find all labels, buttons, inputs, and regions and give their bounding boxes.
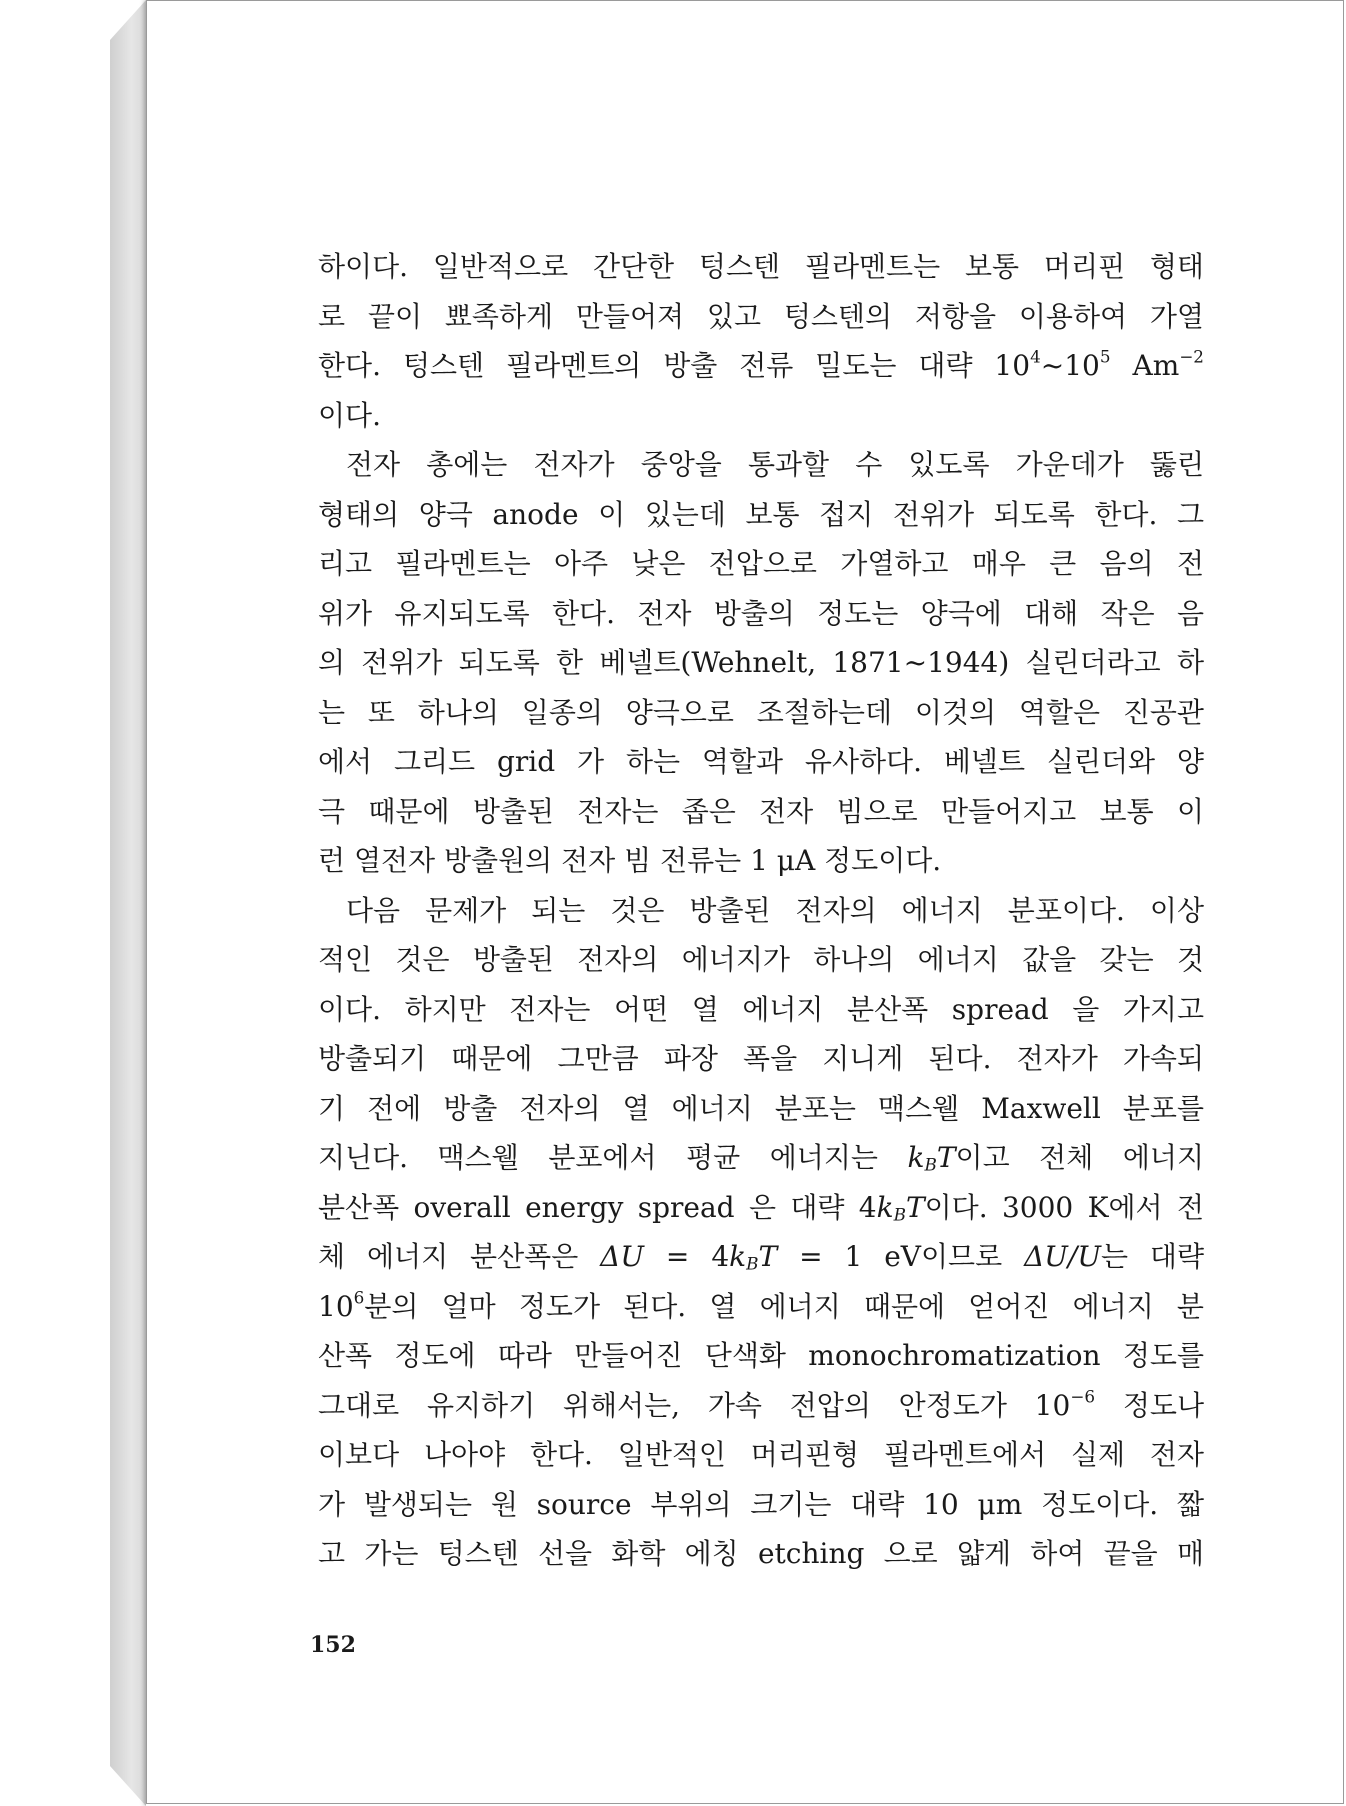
text-line: 에서 그리드 grid 가 하는 역할과 유사하다. 베넬트 실린더와 양 [318,745,1204,778]
text-line: 형태의 양극 anode 이 있는데 보통 접지 전위가 되도록 한다. 그 [318,497,1204,531]
text-line: 전자 총에는 전자가 중앙을 통과할 수 있도록 가운데가 뚫린 [346,448,1204,481]
text-line: 방출되기 때문에 그만큼 파장 폭을 지니게 된다. 전자가 가속되 [318,1042,1204,1075]
text-line: 가 발생되는 원 source 부위의 크기는 대략 10 μm 정도이다. 짧 [318,1487,1204,1521]
text-line: 기 전에 방출 전자의 열 에너지 분포는 맥스웰 Maxwell 분포를 [318,1091,1204,1125]
text-line: 지닌다. 맥스웰 분포에서 평균 에너지는 $k_BT$이고 전체 에너지 [318,1141,1204,1175]
text-line: 런 열전자 방출원의 전자 빔 전류는 1 μA 정도이다. [318,844,942,877]
text-line: 이보다 나아야 한다. 일반적인 머리핀형 필라멘트에서 실제 전자 [318,1438,1204,1471]
text-line: 위가 유지되도록 한다. 전자 방출의 정도는 양극에 대해 작은 음 [318,596,1204,630]
text-line: 이다. [318,398,381,432]
text-line: 하이다. 일반적으로 간단한 텅스텐 필라멘트는 보통 머리핀 형태 [318,250,1204,283]
text-line: 분산폭 overall energy spread 은 대략 $4k_BT$이다. 3000 K에서 전 [318,1190,1204,1224]
page-number: 152 [310,1632,356,1658]
text-line: 한다. 텅스텐 필라멘트의 방출 전류 밀도는 대략 $10^4\sim 10^5$ $Am^{-2}$ [318,346,1204,382]
book-spine [110,0,146,1806]
text-line: 극 때문에 방출된 전자는 좁은 전자 빔으로 만들어지고 보통 이 [318,794,1204,828]
text-line: 고 가는 텅스텐 선을 화학 에칭 etching 으로 얇게 하여 끝을 매 [318,1537,1204,1570]
text-line: 산폭 정도에 따라 만들어진 단색화 monochromatization 정도를 [318,1339,1204,1372]
text-line: 그대로 유지하기 위해서는, 가속 전압의 안정도가 $10^{-6}$ 정도나 [318,1385,1204,1422]
text-line: 다음 문제가 되는 것은 방출된 전자의 에너지 분포이다. 이상 [346,893,1204,927]
text-line: 체 에너지 분산폭은 $\Delta U = 4k_BT = 1$ eV이므로 ΔU/U는 대략 [318,1240,1205,1274]
text-line: 로 끝이 뾰족하게 만들어져 있고 텅스텐의 저항을 이용하여 가열 [318,299,1204,333]
text-line: 이다. 하지만 전자는 어떤 열 에너지 분산폭 spread 을 가지고 [318,992,1204,1026]
text-line: 의 전위가 되도록 한 베넬트(Wehnelt, 1871~1944) 실린더라고 하 [318,646,1204,679]
text-line: 리고 필라멘트는 아주 낮은 전압으로 가열하고 매우 큰 음의 전 [318,547,1204,580]
body-text [318,242,1204,1579]
text-line: 는 또 하나의 일종의 양극으로 조절하는데 이것의 역할은 진공관 [318,695,1204,729]
text-line: $10^6$분의 얼마 정도가 된다. 열 에너지 때문에 얻어진 에너지 분 [318,1286,1204,1323]
text-line: 적인 것은 방출된 전자의 에너지가 하나의 에너지 값을 갖는 것 [318,943,1204,976]
